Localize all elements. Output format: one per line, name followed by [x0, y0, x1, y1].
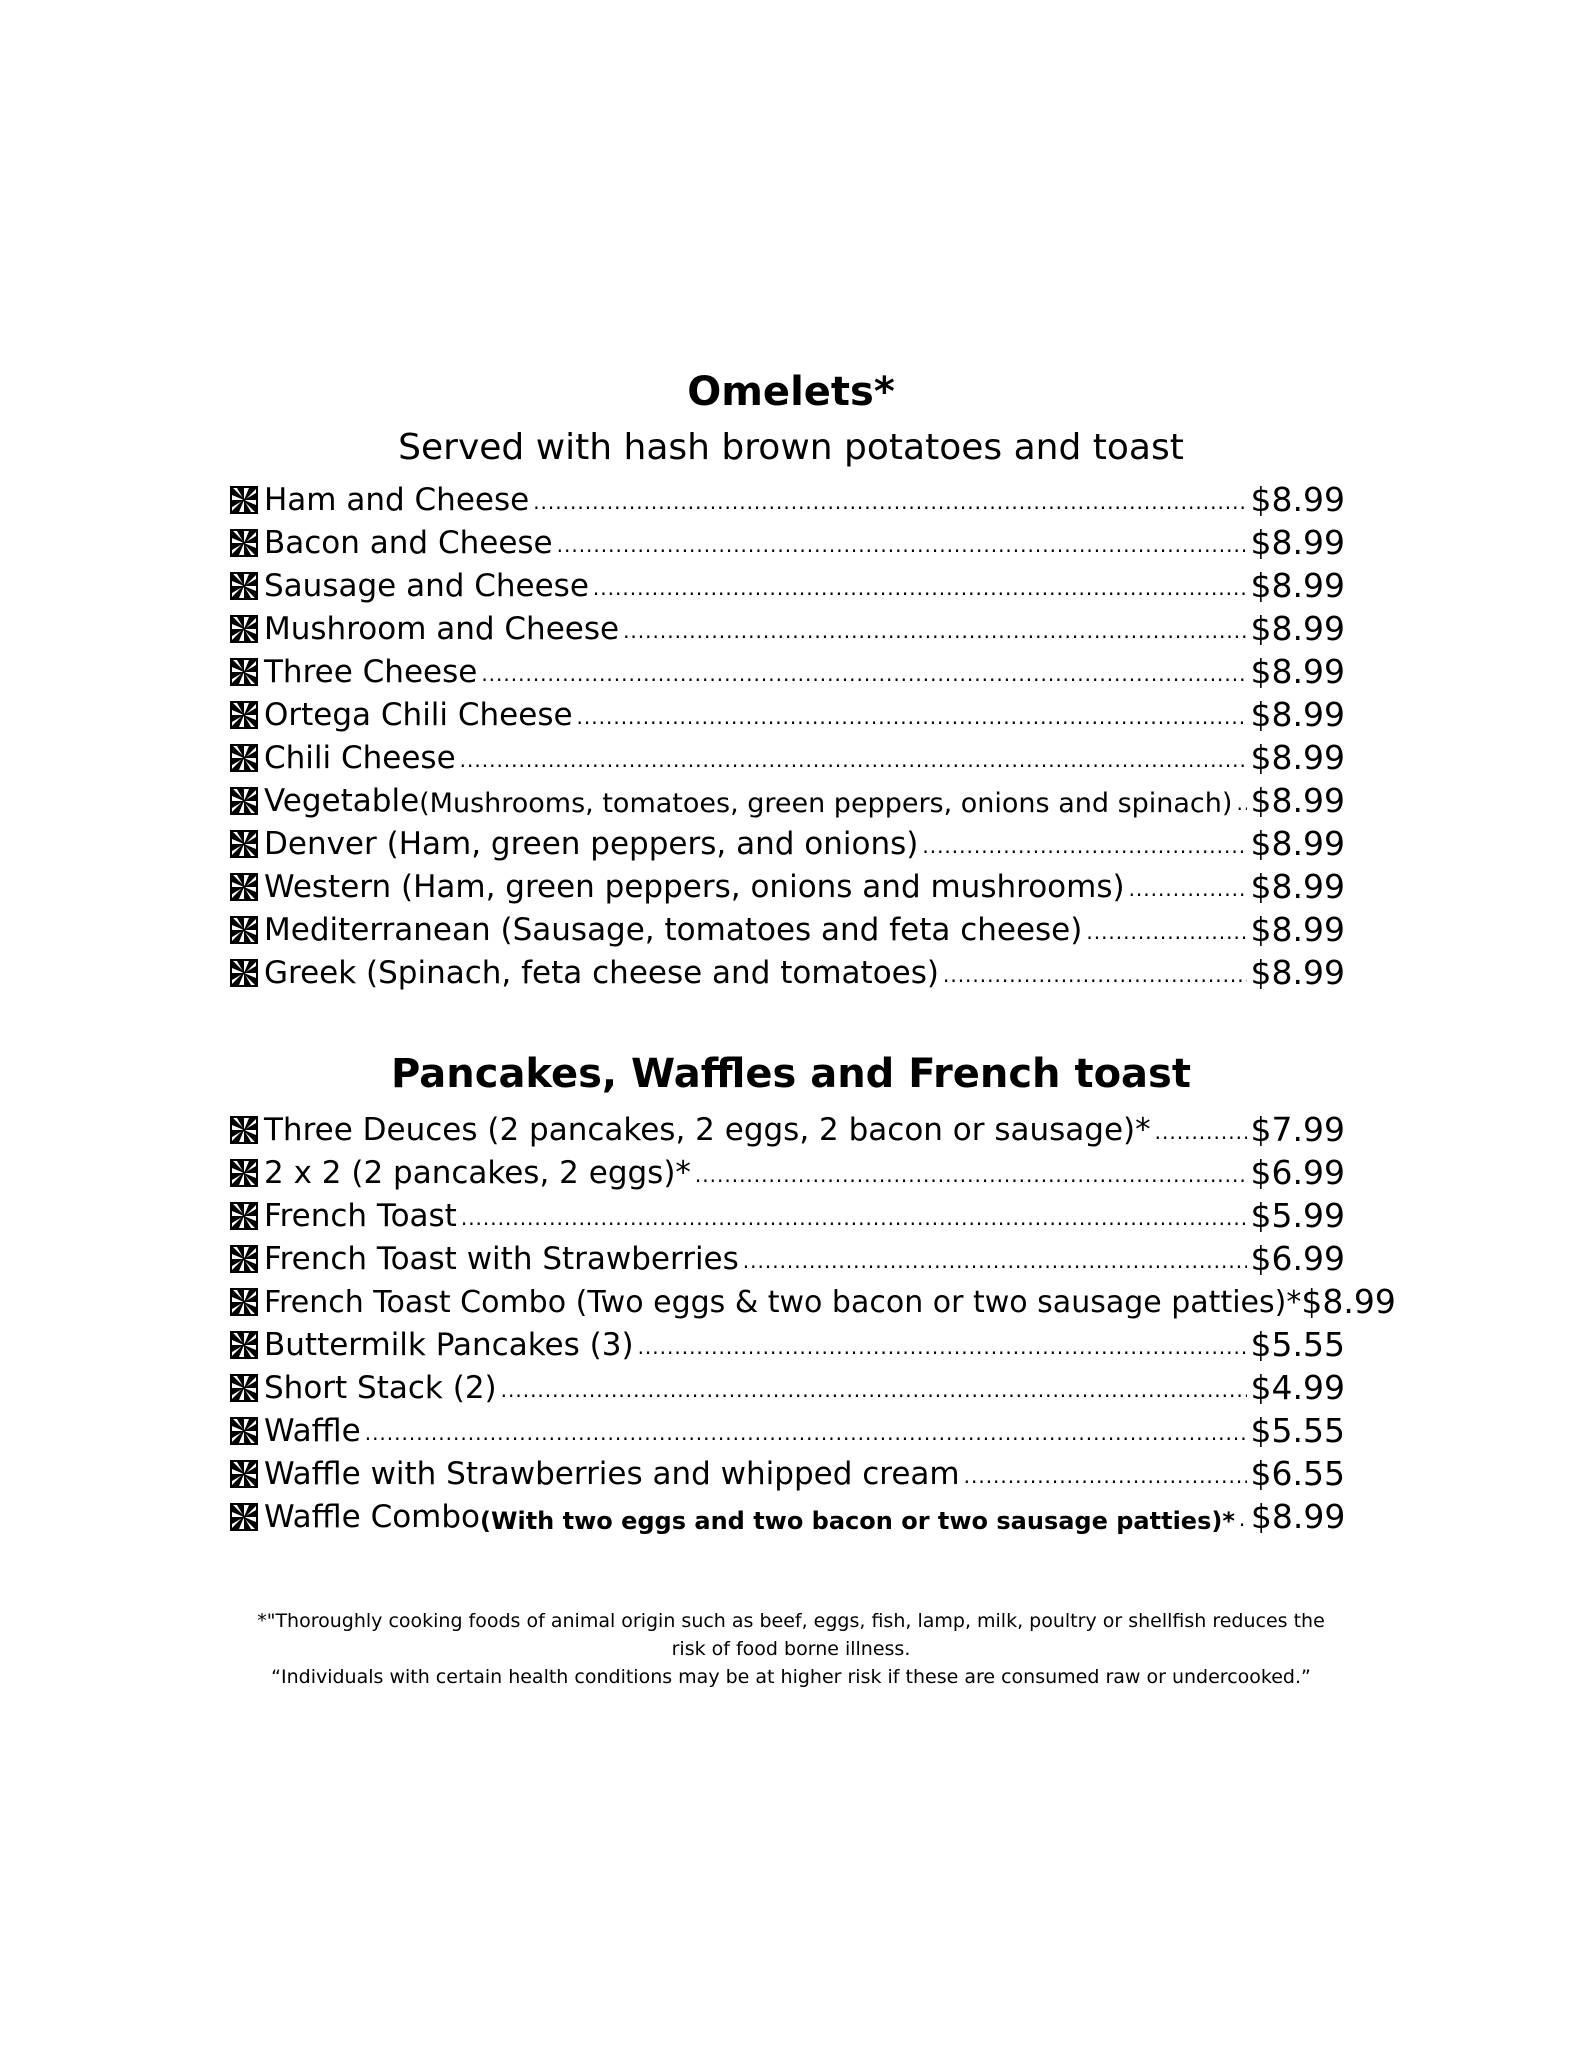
- item-name: Denver (Ham, green peppers, and onions): [264, 826, 919, 862]
- footnote-line-2: risk of food borne illness.: [671, 1638, 911, 1660]
- menu-item: [230, 731, 1345, 777]
- item-price: $4.99: [1250, 1368, 1345, 1407]
- item-name: Three Cheese: [264, 654, 478, 690]
- item-price: $8.99: [1250, 523, 1345, 562]
- dot-leader: [533, 492, 1246, 512]
- item-name: 2 x 2 (2 pancakes, 2 eggs)*: [264, 1155, 691, 1191]
- pancakes-title: Pancakes, Waffles and French toast: [391, 1051, 1191, 1097]
- bullet-icon: [230, 1331, 258, 1359]
- item-name: Buttermilk Pancakes (3): [264, 1327, 634, 1363]
- bullet-icon: [230, 1460, 258, 1488]
- bullet-icon: [230, 1116, 258, 1144]
- item-price: $8.99: [1250, 1497, 1346, 1536]
- menu-item: [230, 559, 1345, 605]
- item-name: Ham and Cheese: [264, 482, 530, 518]
- item-price: $8.99: [1250, 652, 1345, 691]
- item-price: $7.99: [1250, 1110, 1345, 1149]
- item-price: $8.99: [1250, 953, 1345, 992]
- menu-item: [230, 1361, 1345, 1407]
- item-detail: (With two eggs and two bacon or two sausage patties)*: [480, 1507, 1235, 1535]
- dot-leader: [481, 664, 1246, 684]
- item-name: Mushroom and Cheese: [264, 611, 620, 647]
- dot-leader: [623, 621, 1246, 641]
- item-name: Waffle Combo: [264, 1499, 481, 1535]
- menu-item: [230, 903, 1345, 949]
- menu-item: [230, 645, 1345, 691]
- menu-item: [230, 1404, 1345, 1450]
- item-price: $8.99: [1250, 695, 1345, 734]
- item-price: $6.55: [1250, 1454, 1345, 1493]
- menu-item: [230, 473, 1345, 519]
- item-name: Short Stack (2): [264, 1370, 497, 1406]
- omelets-subtitle: Served with hash brown potatoes and toast: [398, 427, 1184, 468]
- bullet-icon: [230, 1288, 258, 1316]
- item-name: Waffle: [264, 1413, 361, 1449]
- bullet-icon: [230, 1159, 258, 1187]
- item-name: Waffle with Strawberries and whipped cream: [264, 1456, 960, 1492]
- footnote-line-1: *"Thoroughly cooking foods of animal origin such as beef, eggs, fish, lamp, milk, poultry or shellfish reduces the: [257, 1610, 1325, 1632]
- bullet-icon: [230, 873, 258, 901]
- item-name: Mediterranean (Sausage, tomatoes and feta cheese): [264, 912, 1083, 948]
- item-name: Greek (Spinach, feta cheese and tomatoes): [264, 955, 939, 991]
- item-price: $8.99: [1250, 609, 1345, 648]
- menu-item: [230, 817, 1345, 863]
- bullet-icon: [230, 658, 258, 686]
- dot-leader: [460, 750, 1247, 770]
- dot-leader: [1086, 922, 1246, 942]
- item-detail: (Mushrooms, tomatoes, green peppers, onions and spinach): [419, 788, 1233, 819]
- item-name: Bacon and Cheese: [264, 525, 553, 561]
- bullet-icon: [230, 959, 258, 987]
- item-price: $8.99: [1250, 566, 1345, 605]
- item-name: Chili Cheese: [264, 740, 456, 776]
- menu-item: [230, 1189, 1345, 1235]
- item-price: $5.55: [1250, 1325, 1345, 1364]
- omelets-title: Omelets*: [687, 369, 895, 415]
- dot-leader: [743, 1251, 1247, 1271]
- menu-item: [230, 1103, 1345, 1149]
- menu-item: [230, 774, 1345, 820]
- item-name: Western (Ham, green peppers, onions and mushrooms): [264, 869, 1125, 905]
- item-price: $6.99: [1250, 1153, 1345, 1192]
- item-name: Ortega Chili Cheese: [264, 697, 573, 733]
- bullet-icon: [230, 486, 258, 514]
- bullet-icon: [230, 830, 258, 858]
- bullet-icon: [230, 529, 258, 557]
- menu-item: [230, 860, 1345, 906]
- bullet-icon: [230, 1245, 258, 1273]
- menu-item: [230, 1447, 1345, 1493]
- bullet-icon: [230, 1417, 258, 1445]
- dot-leader: [593, 578, 1247, 598]
- dot-leader: [1129, 879, 1247, 899]
- item-name: Sausage and Cheese: [264, 568, 589, 604]
- bullet-icon: [230, 615, 258, 643]
- bullet-icon: [230, 744, 258, 772]
- dot-leader: [501, 1380, 1247, 1400]
- dot-leader: [577, 707, 1247, 727]
- item-price: $8.99: [1250, 867, 1345, 906]
- item-price: $8.99: [1301, 1282, 1396, 1321]
- dot-leader: [964, 1466, 1247, 1486]
- item-price: $8.99: [1250, 910, 1345, 949]
- item-price: $6.99: [1250, 1239, 1345, 1278]
- item-name: French Toast Combo (Two eggs & two bacon or two sausage patties)*: [264, 1285, 1302, 1320]
- dot-leader: [1155, 1122, 1247, 1142]
- dot-leader: [461, 1208, 1247, 1228]
- menu-item: [230, 516, 1345, 562]
- bullet-icon: [230, 1374, 258, 1402]
- dot-leader: [943, 965, 1247, 985]
- dot-leader: [365, 1423, 1247, 1443]
- item-name: Three Deuces (2 pancakes, 2 eggs, 2 bacon or sausage)*: [264, 1112, 1151, 1148]
- item-price: $5.99: [1250, 1196, 1345, 1235]
- menu-item: [230, 946, 1345, 992]
- dot-leader: [1239, 1509, 1247, 1529]
- pancakes-menu-list: [230, 1103, 1396, 1536]
- item-price: $5.55: [1250, 1411, 1345, 1450]
- item-price: $8.99: [1250, 824, 1345, 863]
- item-name: Vegetable: [264, 783, 420, 819]
- menu-item: [230, 1275, 1396, 1321]
- dot-leader: [557, 535, 1247, 555]
- menu-item: [230, 602, 1345, 648]
- bullet-icon: [230, 701, 258, 729]
- bullet-icon: [230, 1202, 258, 1230]
- bullet-icon: [230, 916, 258, 944]
- bullet-icon: [230, 1503, 258, 1531]
- menu-item: [230, 1490, 1346, 1536]
- menu-item: [230, 688, 1345, 734]
- bullet-icon: [230, 572, 258, 600]
- dot-leader: [695, 1165, 1247, 1185]
- item-price: $8.99: [1250, 781, 1345, 820]
- dot-leader: [638, 1337, 1247, 1357]
- item-name: French Toast: [264, 1198, 457, 1234]
- dot-leader: [1236, 793, 1246, 813]
- dot-leader: [922, 836, 1246, 856]
- omelets-menu-list: [230, 473, 1345, 992]
- menu-item: [230, 1318, 1345, 1364]
- bullet-icon: [230, 787, 258, 815]
- footnote-line-3: “Individuals with certain health conditions may be at higher risk if these are consumed raw or undercooked.”: [271, 1666, 1311, 1688]
- item-name: French Toast with Strawberries: [264, 1241, 739, 1277]
- item-price: $8.99: [1250, 480, 1345, 519]
- menu-item: [230, 1232, 1345, 1278]
- menu-item: [230, 1146, 1345, 1192]
- item-price: $8.99: [1250, 738, 1345, 777]
